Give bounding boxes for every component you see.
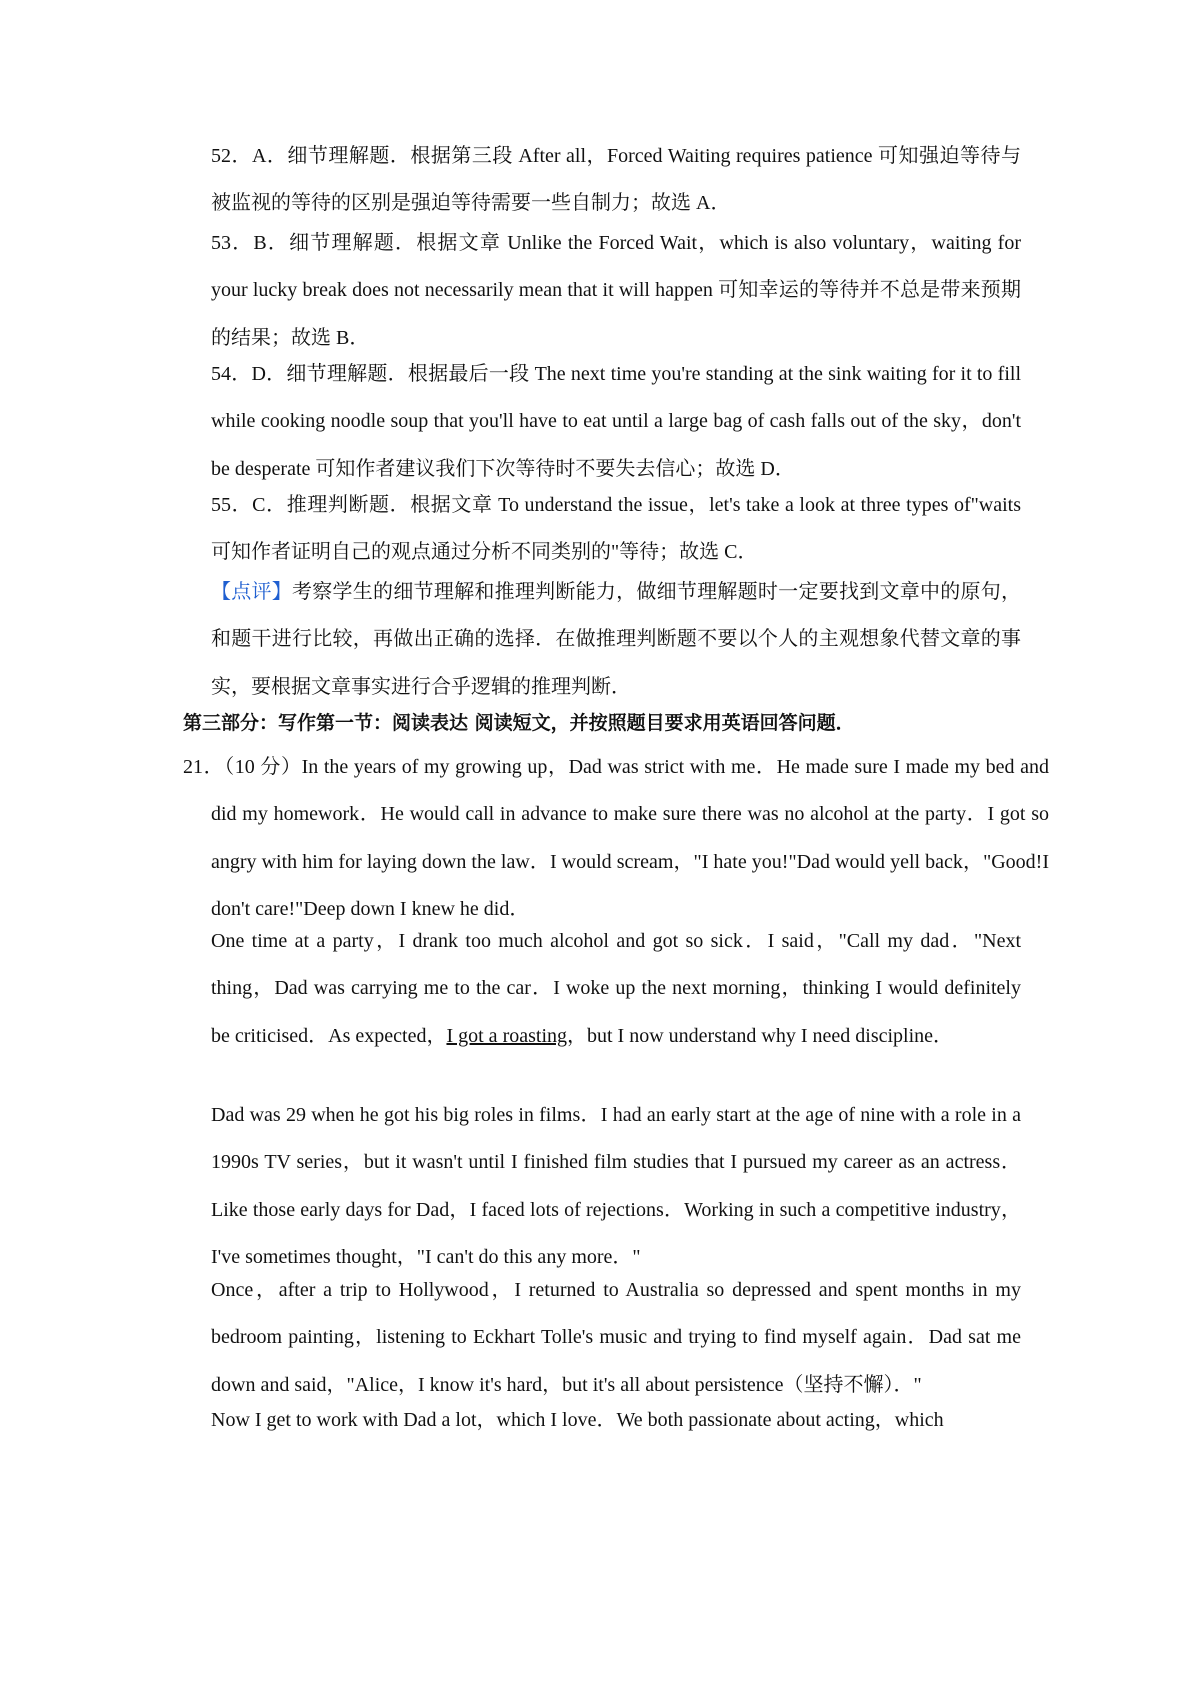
answer-53: 53．B．细节理解题．根据文章 Unlike the Forced Wait，which is also voluntary，waiting for your lucky break does not necessarily mean that it will happen 可知幸运的等待并不总是带来预期的结果；故选 B．	[211, 232, 1021, 349]
passage-paragraph-4: Once，after a trip to Hollywood，I returned to Australia so depressed and spent months in my bedroom painting，listening to Eckhart Tolle's music and trying to find myself again．Dad sat me down and said，"Alice，I know it's hard，but it's all about persistence（坚持不懈）．"	[211, 1279, 1021, 1396]
underlined-phrase: I got a roasting	[446, 1024, 567, 1047]
passage-text-2a: One time at a party，I drank too much alcohol and got so sick．I said，"Call my dad．"Next thing，Dad was carrying me to the car．I woke up the next morning，thinking I would definitely be criticised．As expected，	[211, 930, 1021, 1047]
answer-55: 55．C．推理判断题．根据文章 To understand the issue，let's take a look at three types of"waits 可知作者证明自己的观点通过分析不同类别的"等待；故选 C．	[211, 494, 1021, 564]
answer-54: 54．D．细节理解题．根据最后一段 The next time you're standing at the sink waiting for it to fill while cooking noodle soup that you'll have to eat until a large bag of cash falls out of the sky，don't be desperate 可知作者建议我们下次等待时不要失去信心；故选 D．	[211, 363, 1021, 480]
section-heading: 第三部分：写作第一节：阅读表达 阅读短文，并按照题目要求用英语回答问题．	[183, 712, 855, 734]
passage-text-1: In the years of my growing up，Dad was strict with me．He made sure I made my bed and did my homework．He would call in advance to make sure there was no alcohol at the party．I got so angry with him for laying down the law．I would scream，"I hate you!"Dad would yell back，"Good!I don't care!"Deep down I knew he did．	[211, 756, 1050, 920]
comment-text: 考察学生的细节理解和推理判断能力，做细节理解题时一定要找到文章中的原句，和题干进行比较，再做出正确的选择．在做推理判断题不要以个人的主观想象代替文章的事实，要根据文章事实进行合乎逻辑的推理判断．	[211, 581, 1022, 698]
comment-tag: 【点评】	[211, 581, 293, 603]
answer-52: 52．A．细节理解题．根据第三段 After all，Forced Waiting requires patience 可知强迫等待与被监视的等待的区别是强迫等待需要一些自制力；故选 A．	[211, 145, 1021, 215]
passage-paragraph-3: Dad was 29 when he got his big roles in films．I had an early start at the age of nine with a role in a 1990s TV series，but it wasn't until I finished film studies that I pursued my career as an actress．Like those early days for Dad，I faced lots of rejections．Working in such a competitive industry，I've sometimes thought，"I can't do this any more．"	[211, 1104, 1021, 1268]
passage-text-2b: ，but I now understand why I need discipline．	[567, 1024, 954, 1047]
passage-paragraph-5: Now I get to work with Dad a lot，which I love．We both passionate about acting，which	[211, 1409, 944, 1431]
comment-paragraph	[211, 569, 1021, 711]
passage-paragraph-1	[183, 744, 1049, 933]
passage-paragraph-2	[211, 918, 1021, 1060]
question-number: 21．（10 分）	[183, 756, 302, 778]
